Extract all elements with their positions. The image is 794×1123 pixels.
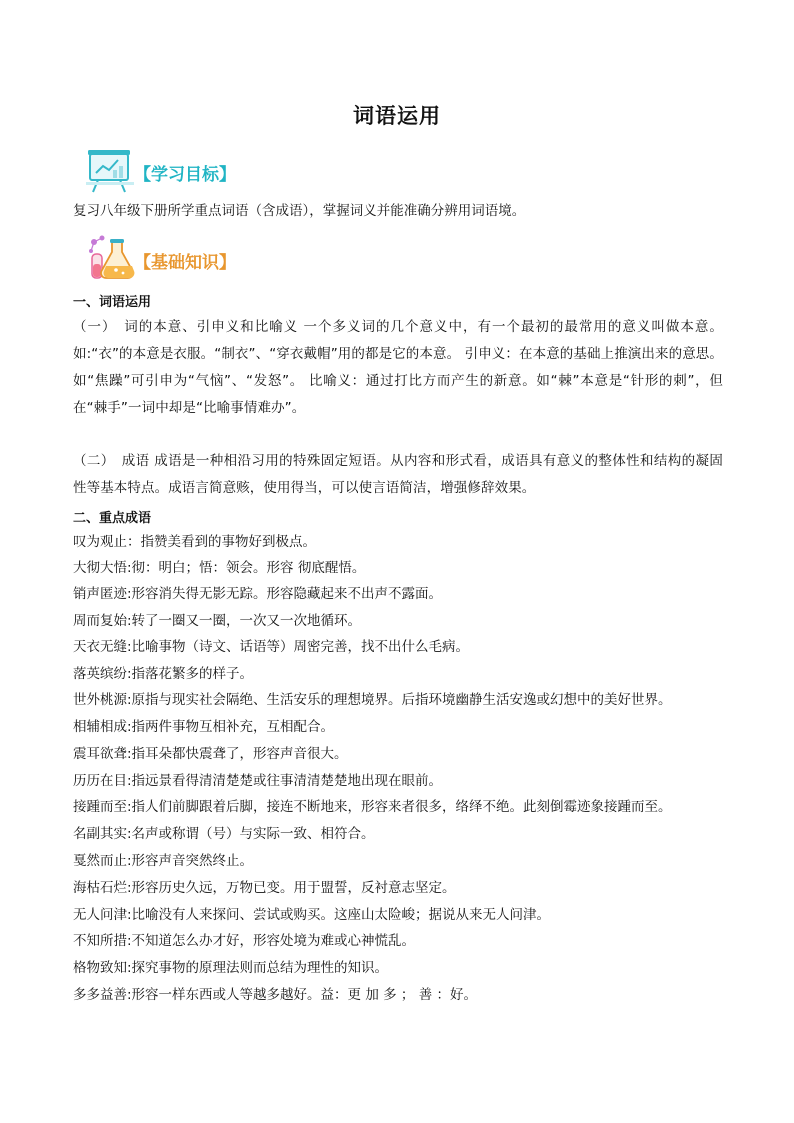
idiom-entry: 格物致知:探究事物的原理法则而总结为理性的知识。 xyxy=(73,960,389,976)
basic-knowledge-label: 【基础知识】 xyxy=(134,253,236,273)
idiom-entry: 震耳欲聋:指耳朵都快震聋了，形容声音很大。 xyxy=(73,746,348,762)
idiom-entry: 历历在目:指远景看得清清楚楚或往事清清楚楚地出现在眼前。 xyxy=(73,773,443,789)
idiom-entry: 世外桃源:原指与现实社会隔绝、生活安乐的理想境界。后指环境幽静生活安逸或幻想中的美好世界。 xyxy=(73,692,672,708)
idiom-entry: 名副其实:名声或称谓（号）与实际一致、相符合。 xyxy=(73,826,375,842)
basic-knowledge-header xyxy=(86,234,306,282)
idiom-entry: 多多益善:形容一样东西或人等越多越好。益：更 加 多 ； 善 ：好。 xyxy=(73,987,478,1003)
section-heading-1: 一、词语运用 xyxy=(73,295,152,310)
idiom-entry: 戛然而止:形容声音突然终止。 xyxy=(73,853,254,869)
idiom-entry: 叹为观止：指赞美看到的事物好到极点。 xyxy=(73,534,316,550)
idiom-entry: 周而复始:转了一圈又一圈，一次又一次地循环。 xyxy=(73,613,362,629)
paragraph-idioms: （二） 成语 成语是一种相沿习用的特殊固定短语。从内容和形式看，成语具有意义的整体性和结构的凝固性等基本特点。成语言简意赅，使用得当，可以使言语简洁，增强修辞效果。 xyxy=(73,453,723,496)
learning-goal-header xyxy=(86,148,306,196)
intro-text: 复习八年级下册所学重点词语（含成语），掌握词义并能准确分辨用词语境。 xyxy=(73,203,526,219)
learning-goal-label: 【学习目标】 xyxy=(134,165,236,185)
idiom-entry: 销声匿迹:形容消失得无影无踪。形容隐藏起来不出声不露面。 xyxy=(73,586,443,602)
idiom-entry: 无人问津:比喻没有人来探问、尝试或购买。这座山太险峻；据说从来无人问津。 xyxy=(73,907,551,923)
idiom-entry: 天衣无缝:比喻事物（诗文、话语等）周密完善，找不出什么毛病。 xyxy=(73,639,470,655)
idiom-entry: 接踵而至:指人们前脚跟着后脚，接连不断地来，形容来者很多，络绎不绝。此刻倒霉迹象接踵而至。 xyxy=(73,799,672,815)
idiom-entry: 大彻大悟:彻：明白；悟：领会。形容 彻底醒悟。 xyxy=(73,560,366,576)
idiom-entry: 海枯石烂:形容历史久远，万物已变。用于盟誓，反衬意志坚定。 xyxy=(73,880,456,896)
whiteboard-icon xyxy=(86,148,138,196)
flask-icon xyxy=(86,234,138,282)
idiom-entry: 不知所措:不知道怎么办才好，形容处境为难或心神慌乱。 xyxy=(73,933,416,949)
idiom-entry: 落英缤纷:指落花繁多的样子。 xyxy=(73,666,254,682)
paragraph-word-meanings: （一） 词的本意、引申义和比喻义 一个多义词的几个意义中，有一个最初的最常用的意义叫做本意。如:“衣”的本意是衣服。“制衣”、“穿衣戴帽”用的都是它的本意。 引申义：在本意的基础上推演出来的意思。如“焦躁”可引申为“气恼”、“发怒”。 比喻义：通过打比方而产生的新意。如“棘”本意是“针形的刺”，但在“棘手”一词中却是“比喻事情难办”。 xyxy=(73,319,724,416)
idiom-entry: 相辅相成:指两件事物互相补充，互相配合。 xyxy=(73,719,335,735)
section-heading-2: 二、重点成语 xyxy=(73,511,152,526)
page-title: 词语运用 xyxy=(353,104,441,128)
